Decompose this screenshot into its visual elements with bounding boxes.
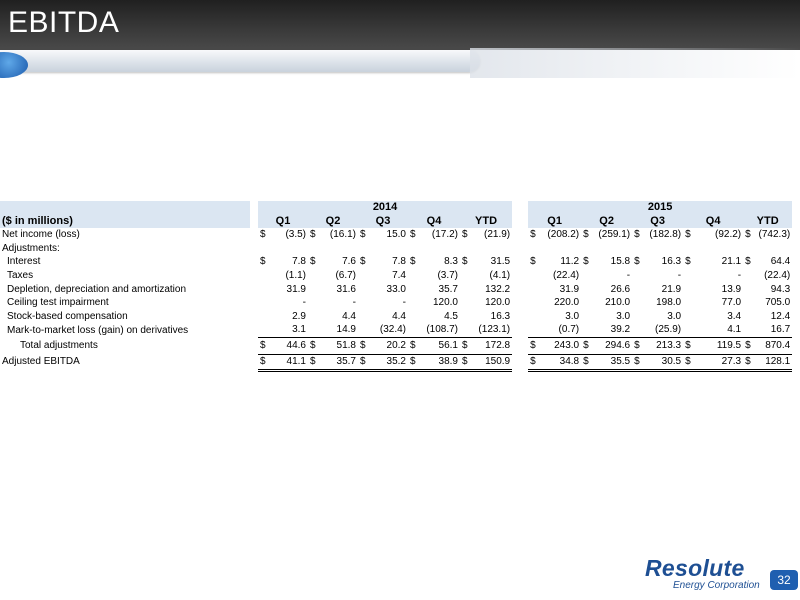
currency-symbol <box>258 323 268 337</box>
currency-symbol <box>581 310 591 324</box>
currency-symbol <box>408 283 418 297</box>
cell-value: 56.1 <box>418 337 460 354</box>
cell-value: (22.4) <box>552 269 580 281</box>
cell-value: (92.2) <box>714 229 742 241</box>
currency-symbol <box>408 310 418 324</box>
cell-value: (4.1) <box>489 269 511 281</box>
currency-symbol <box>460 283 470 297</box>
currency-symbol: $ <box>258 354 268 370</box>
cell-value: 3.0 <box>616 310 631 322</box>
gap-cell <box>250 283 258 297</box>
currency-symbol: $ <box>360 256 366 268</box>
cell-value: 12.4 <box>770 310 791 322</box>
quarter-header-q2: Q2 <box>325 214 341 227</box>
table-row <box>0 354 792 370</box>
header-gap <box>250 201 258 215</box>
cell-value: 3.0 <box>667 310 682 322</box>
cell-value: (742.3) <box>758 229 791 241</box>
currency-symbol: $ <box>410 256 416 268</box>
cell-value: 16.3 <box>661 256 682 268</box>
gap-cell <box>512 296 528 310</box>
currency-symbol: $ <box>583 229 589 241</box>
cell-value: 31.6 <box>336 283 356 295</box>
cell-value: 39.2 <box>591 323 632 337</box>
currency-symbol <box>308 269 318 283</box>
currency-symbol <box>408 323 418 337</box>
currency-symbol <box>528 310 538 324</box>
currency-symbol: $ <box>743 354 753 370</box>
logo-subtitle: Energy Corporation <box>673 580 760 591</box>
currency-symbol: $ <box>358 354 368 370</box>
currency-symbol <box>358 283 368 297</box>
currency-symbol <box>308 310 318 324</box>
currency-symbol <box>581 323 591 337</box>
gap-cell <box>512 228 528 242</box>
cell-value: 20.2 <box>368 337 408 354</box>
cell-value: 294.6 <box>591 337 632 354</box>
cell-value: 198.0 <box>656 297 682 309</box>
cell-value: 41.1 <box>268 354 308 370</box>
cell-value: 120.0 <box>432 297 458 309</box>
currency-symbol: $ <box>581 354 591 370</box>
quarter-header-q4: Q4 <box>705 214 721 227</box>
cell-value: 132.2 <box>485 283 511 295</box>
cell-value: - <box>677 269 682 281</box>
currency-symbol: $ <box>462 229 468 241</box>
cell-value: 120.0 <box>485 297 511 309</box>
currency-symbol: $ <box>683 354 693 370</box>
quarter-header-q3: Q3 <box>650 214 665 227</box>
cell-value: - <box>352 297 356 309</box>
currency-symbol: $ <box>632 354 642 370</box>
gap-cell <box>512 323 528 337</box>
row-label: Mark-to-market loss (gain) on derivatives <box>7 324 189 336</box>
currency-symbol <box>581 283 591 297</box>
page-title: EBITDA <box>8 6 120 39</box>
cell-value: 4.4 <box>392 310 406 322</box>
currency-symbol: $ <box>743 337 753 354</box>
row-label: Taxes <box>7 269 34 281</box>
gap-cell <box>512 354 528 370</box>
currency-symbol <box>408 269 418 283</box>
cell-value: 21.1 <box>721 256 742 268</box>
gap-cell <box>250 323 258 337</box>
header-gap <box>512 215 528 229</box>
cell-value: 705.0 <box>765 297 791 309</box>
gap-cell <box>250 296 258 310</box>
cell-value: - <box>402 297 406 309</box>
gap-cell <box>250 269 258 283</box>
row-label: Depletion, depreciation and amortization <box>7 283 186 295</box>
currency-symbol <box>358 296 368 310</box>
cell-value: 38.9 <box>418 354 460 370</box>
cell-value: (182.8) <box>649 229 682 241</box>
cell-value: - <box>626 269 631 281</box>
ebitda-table <box>0 201 792 372</box>
cell-value: (1.1) <box>285 269 306 281</box>
currency-symbol <box>358 269 368 283</box>
cell-value: 4.5 <box>444 310 458 322</box>
currency-symbol <box>358 310 368 324</box>
cell-value: 15.0 <box>386 229 406 241</box>
cell-value: 119.5 <box>693 337 743 354</box>
currency-symbol <box>581 269 591 283</box>
cell-value: 7.4 <box>392 269 406 281</box>
currency-symbol: $ <box>310 229 316 241</box>
currency-symbol: $ <box>634 229 640 241</box>
cell-value: 44.6 <box>268 337 308 354</box>
gap-cell <box>250 310 258 324</box>
currency-symbol <box>632 296 642 310</box>
table-row <box>0 269 792 283</box>
cell-value: 31.9 <box>559 283 580 295</box>
currency-symbol <box>632 269 642 283</box>
cell-value: 3.0 <box>565 310 580 322</box>
currency-symbol: $ <box>260 229 266 241</box>
currency-symbol: $ <box>583 256 589 268</box>
currency-symbol: $ <box>745 229 751 241</box>
year-header-2015: 2015 <box>647 201 673 213</box>
page-number: 32 <box>770 570 798 590</box>
cell-value: 21.9 <box>661 283 682 295</box>
currency-symbol: $ <box>410 229 416 241</box>
gap-cell <box>512 337 528 354</box>
currency-symbol: $ <box>685 229 691 241</box>
adjustments-heading-row <box>0 242 792 256</box>
cell-value: 77.0 <box>721 297 742 309</box>
cell-value: 26.6 <box>610 283 631 295</box>
cell-value: (108.7) <box>418 323 460 337</box>
currency-symbol <box>528 323 538 337</box>
cell-value: (21.9) <box>483 229 511 241</box>
gap-cell <box>250 337 258 354</box>
cell-value: 213.3 <box>642 337 683 354</box>
currency-symbol <box>258 310 268 324</box>
title-bar <box>0 0 800 50</box>
cell-value: 15.8 <box>610 256 631 268</box>
cell-value: 7.8 <box>392 256 406 268</box>
quarter-header-q4: Q4 <box>426 214 442 227</box>
quarter-header-ytd: YTD <box>756 214 779 227</box>
cell-value: 4.4 <box>342 310 356 322</box>
header-empty-cell <box>0 201 250 215</box>
cell-value: 16.3 <box>490 310 511 322</box>
gap-cell <box>512 283 528 297</box>
row-label: Adjusted EBITDA <box>2 356 80 368</box>
currency-symbol: $ <box>528 354 538 370</box>
row-label: Ceiling test impairment <box>7 297 109 309</box>
quarter-header-q1: Q1 <box>547 214 562 227</box>
currency-symbol: $ <box>408 337 418 354</box>
cell-value: 64.4 <box>770 256 791 268</box>
table-row <box>0 283 792 297</box>
cell-value: - <box>737 269 742 281</box>
table-row <box>0 255 792 269</box>
table-row <box>0 323 792 337</box>
cell-value: 51.8 <box>318 337 358 354</box>
currency-symbol: $ <box>530 229 536 241</box>
currency-symbol <box>460 269 470 283</box>
cell-value: 27.3 <box>693 354 743 370</box>
cell-value: (208.2) <box>547 229 580 241</box>
cell-value: 94.3 <box>770 283 791 295</box>
currency-symbol <box>743 283 753 297</box>
currency-symbol <box>683 323 693 337</box>
cell-value: (32.4) <box>368 323 408 337</box>
cell-value: 220.0 <box>554 297 580 309</box>
cell-value: 35.7 <box>438 283 458 295</box>
cell-value: 210.0 <box>605 297 631 309</box>
cell-value: 172.8 <box>470 337 512 354</box>
table-row <box>0 310 792 324</box>
currency-symbol <box>528 269 538 283</box>
gap-cell <box>512 269 528 283</box>
table-row <box>0 228 792 242</box>
quarter-header-q3: Q3 <box>375 214 391 227</box>
cell-value: (22.4) <box>764 269 791 281</box>
row-label: Net income (loss) <box>2 229 80 241</box>
currency-symbol <box>408 296 418 310</box>
cell-value: 4.1 <box>693 323 743 337</box>
cell-value: 35.2 <box>368 354 408 370</box>
cell-value: 31.9 <box>286 283 306 295</box>
currency-symbol <box>743 323 753 337</box>
currency-symbol <box>632 323 642 337</box>
unit-label: ($ in millions) <box>2 214 73 227</box>
cell-value: 243.0 <box>538 337 581 354</box>
currency-symbol <box>258 269 268 283</box>
currency-symbol <box>258 283 268 297</box>
currency-symbol <box>308 283 318 297</box>
cell-value: 14.9 <box>318 323 358 337</box>
cell-value: (17.2) <box>431 229 458 241</box>
currency-symbol: $ <box>632 337 642 354</box>
currency-symbol <box>581 296 591 310</box>
band-fade <box>470 48 800 78</box>
currency-symbol: $ <box>260 256 266 268</box>
cell-value: 16.7 <box>753 323 792 337</box>
header-row-years <box>0 201 792 215</box>
cell-value: 8.3 <box>444 256 458 268</box>
currency-symbol: $ <box>460 354 470 370</box>
header-gap <box>250 215 258 229</box>
cell-value: - <box>302 297 306 309</box>
cell-value: 35.5 <box>591 354 632 370</box>
currency-symbol <box>632 283 642 297</box>
currency-symbol: $ <box>308 337 318 354</box>
currency-symbol <box>683 296 693 310</box>
currency-symbol: $ <box>685 256 691 268</box>
currency-symbol <box>460 296 470 310</box>
table-row <box>0 296 792 310</box>
cell-value: 870.4 <box>753 337 792 354</box>
company-logo <box>645 555 760 591</box>
cell-value: (6.7) <box>335 269 356 281</box>
currency-symbol: $ <box>634 256 640 268</box>
currency-symbol: $ <box>462 256 468 268</box>
currency-symbol <box>308 296 318 310</box>
currency-symbol: $ <box>308 354 318 370</box>
gap-cell <box>250 255 258 269</box>
cell-value: (0.7) <box>538 323 581 337</box>
cell-value: (123.1) <box>470 323 512 337</box>
currency-symbol <box>683 283 693 297</box>
currency-symbol <box>308 323 318 337</box>
cell-value: 13.9 <box>721 283 742 295</box>
cell-value: 35.7 <box>318 354 358 370</box>
swoosh-shape <box>0 50 480 72</box>
cell-value: 7.6 <box>342 256 356 268</box>
adjustments-label: Adjustments: <box>2 242 60 254</box>
currency-symbol: $ <box>460 337 470 354</box>
currency-symbol: $ <box>683 337 693 354</box>
cell-value: (25.9) <box>642 323 683 337</box>
currency-symbol <box>683 310 693 324</box>
cell-value: (3.7) <box>437 269 458 281</box>
header-row-quarters <box>0 215 792 229</box>
cell-value: 34.8 <box>538 354 581 370</box>
logo-name: Resolute <box>645 555 745 581</box>
quarter-header-q1: Q1 <box>275 214 291 227</box>
decorative-band <box>0 48 800 78</box>
currency-symbol <box>358 323 368 337</box>
header-gap <box>512 201 528 215</box>
currency-symbol: $ <box>310 256 316 268</box>
quarter-header-ytd: YTD <box>475 214 498 227</box>
currency-symbol: $ <box>530 256 536 268</box>
row-filler <box>250 242 792 256</box>
cell-value: 30.5 <box>642 354 683 370</box>
currency-symbol: $ <box>360 229 366 241</box>
cell-value: 150.9 <box>470 354 512 370</box>
currency-symbol <box>743 310 753 324</box>
currency-symbol: $ <box>745 256 751 268</box>
cell-value: (3.5) <box>285 229 306 241</box>
gap-cell <box>512 255 528 269</box>
year-header-2014: 2014 <box>372 201 398 213</box>
currency-symbol <box>460 323 470 337</box>
cell-value: 7.8 <box>292 256 306 268</box>
cell-value: 11.2 <box>560 256 580 268</box>
cell-value: 2.9 <box>292 310 306 322</box>
table-row <box>0 337 792 354</box>
cell-value: (259.1) <box>598 229 631 241</box>
cell-value: (16.1) <box>329 229 356 241</box>
currency-symbol <box>683 269 693 283</box>
currency-symbol <box>258 296 268 310</box>
row-label: Total adjustments <box>20 340 98 352</box>
currency-symbol <box>632 310 642 324</box>
currency-symbol <box>743 296 753 310</box>
currency-symbol <box>460 310 470 324</box>
currency-symbol: $ <box>581 337 591 354</box>
gap-cell <box>250 228 258 242</box>
cell-value: 31.5 <box>490 256 511 268</box>
cell-value: 33.0 <box>386 283 406 295</box>
row-label: Interest <box>7 256 41 268</box>
currency-symbol <box>528 283 538 297</box>
gap-cell <box>512 310 528 324</box>
currency-symbol: $ <box>258 337 268 354</box>
gap-cell <box>250 354 258 370</box>
cell-value: 3.4 <box>727 310 742 322</box>
cell-value: 3.1 <box>268 323 308 337</box>
row-label: Stock-based compensation <box>7 310 128 322</box>
currency-symbol <box>743 269 753 283</box>
currency-symbol <box>528 296 538 310</box>
currency-symbol: $ <box>358 337 368 354</box>
cell-value: 128.1 <box>753 354 792 370</box>
currency-symbol: $ <box>528 337 538 354</box>
currency-symbol: $ <box>408 354 418 370</box>
quarter-header-q2: Q2 <box>599 214 614 227</box>
